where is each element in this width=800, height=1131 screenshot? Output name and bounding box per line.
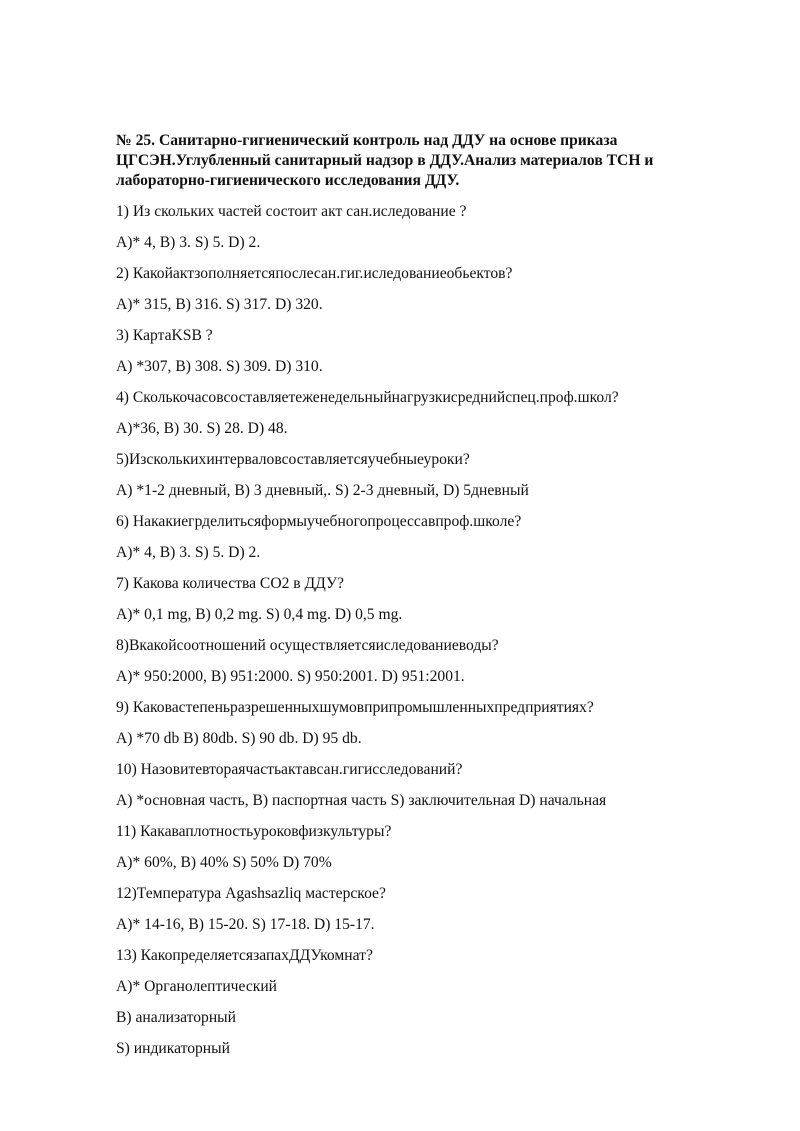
answers-1: А)* 4, В) 3. S) 5. D) 2. bbox=[116, 234, 261, 251]
question-3: 3) КартаKSB ? bbox=[116, 327, 213, 344]
question-9: 9) Каковастепеньразрешенныхшумовприпромышленныхпредприятиях? bbox=[116, 699, 594, 716]
question-11: 11) Какаваплотностьуроковфизкультуры? bbox=[116, 823, 392, 840]
answers-6: А)* 4, В) 3. S) 5. D) 2. bbox=[116, 544, 261, 561]
answers-10: А) *основная часть, В) паспортная часть S) заключительная D) начальная bbox=[116, 792, 607, 809]
answers-8: А)* 950:2000, В) 951:2000. S) 950:2001. D) 951:2001. bbox=[116, 668, 465, 685]
answer-13-b: В) анализаторный bbox=[116, 1009, 236, 1026]
answers-11: А)* 60%, В) 40% S) 50% D) 70% bbox=[116, 854, 332, 871]
question-4: 4) Сколькочасовсоставляетеженедельныйнагрузкисреднийспец.проф.школ? bbox=[116, 389, 619, 406]
question-7: 7) Какова количества СО2 в ДДУ? bbox=[116, 575, 344, 592]
answers-5: А) *1-2 дневный, В) 3 дневный,. S) 2-3 дневный, D) 5дневный bbox=[116, 482, 529, 499]
question-8: 8)Вкакойсоотношений осуществляетсяиследованиеводы? bbox=[116, 637, 499, 654]
answers-12: А)* 14-16, В) 15-20. S) 17-18. D) 15-17. bbox=[116, 916, 375, 933]
question-1: 1) Из скольких частей состоит акт сан.иследование ? bbox=[116, 203, 467, 220]
question-2: 2) Какойактзополняетсяпослесан.гиг.иследованиеобьектов? bbox=[116, 265, 513, 282]
question-10: 10) Назовитевтораячастьактавсан.гигисследований? bbox=[116, 761, 463, 778]
answers-9: А) *70 db В) 80db. S) 90 db. D) 95 db. bbox=[116, 730, 362, 747]
document-page bbox=[116, 131, 716, 1070]
answers-3: А) *307, В) 308. S) 309. D) 310. bbox=[116, 358, 323, 375]
question-list bbox=[116, 202, 716, 1070]
answer-13-a: А)* Органолептический bbox=[116, 978, 278, 995]
question-6: 6) Накакиегрделитьсяформыучебногопроцессавпроф.школе? bbox=[116, 513, 522, 530]
title-line-1: № 25. Санитарно-гигиенический контроль над ДДУ на основе приказа bbox=[116, 132, 618, 149]
answers-7: А)* 0,1 mg, В) 0,2 mg. S) 0,4 mg. D) 0,5 mg. bbox=[116, 606, 403, 623]
title-line-3: лабораторно-гигиенического исследования ДДУ. bbox=[116, 172, 460, 189]
question-5: 5)Изсколькихинтерваловсоставляетсяучебныеуроки? bbox=[116, 451, 470, 468]
question-12: 12)Температура Agashsazliq мастерское? bbox=[116, 885, 386, 902]
title-line-2: ЦГСЭН.Углубленный санитарный надзор в ДДУ.Анализ материалов ТСН и bbox=[116, 152, 654, 169]
answers-2: А)* 315, В) 316. S) 317. D) 320. bbox=[116, 296, 323, 313]
question-13: 13) КакопределяетсязапахДДУкомнат? bbox=[116, 947, 373, 964]
document-title bbox=[116, 131, 716, 191]
answers-4: А)*36, В) 30. S) 28. D) 48. bbox=[116, 420, 288, 437]
answer-13-s: S) индикаторный bbox=[116, 1040, 230, 1057]
